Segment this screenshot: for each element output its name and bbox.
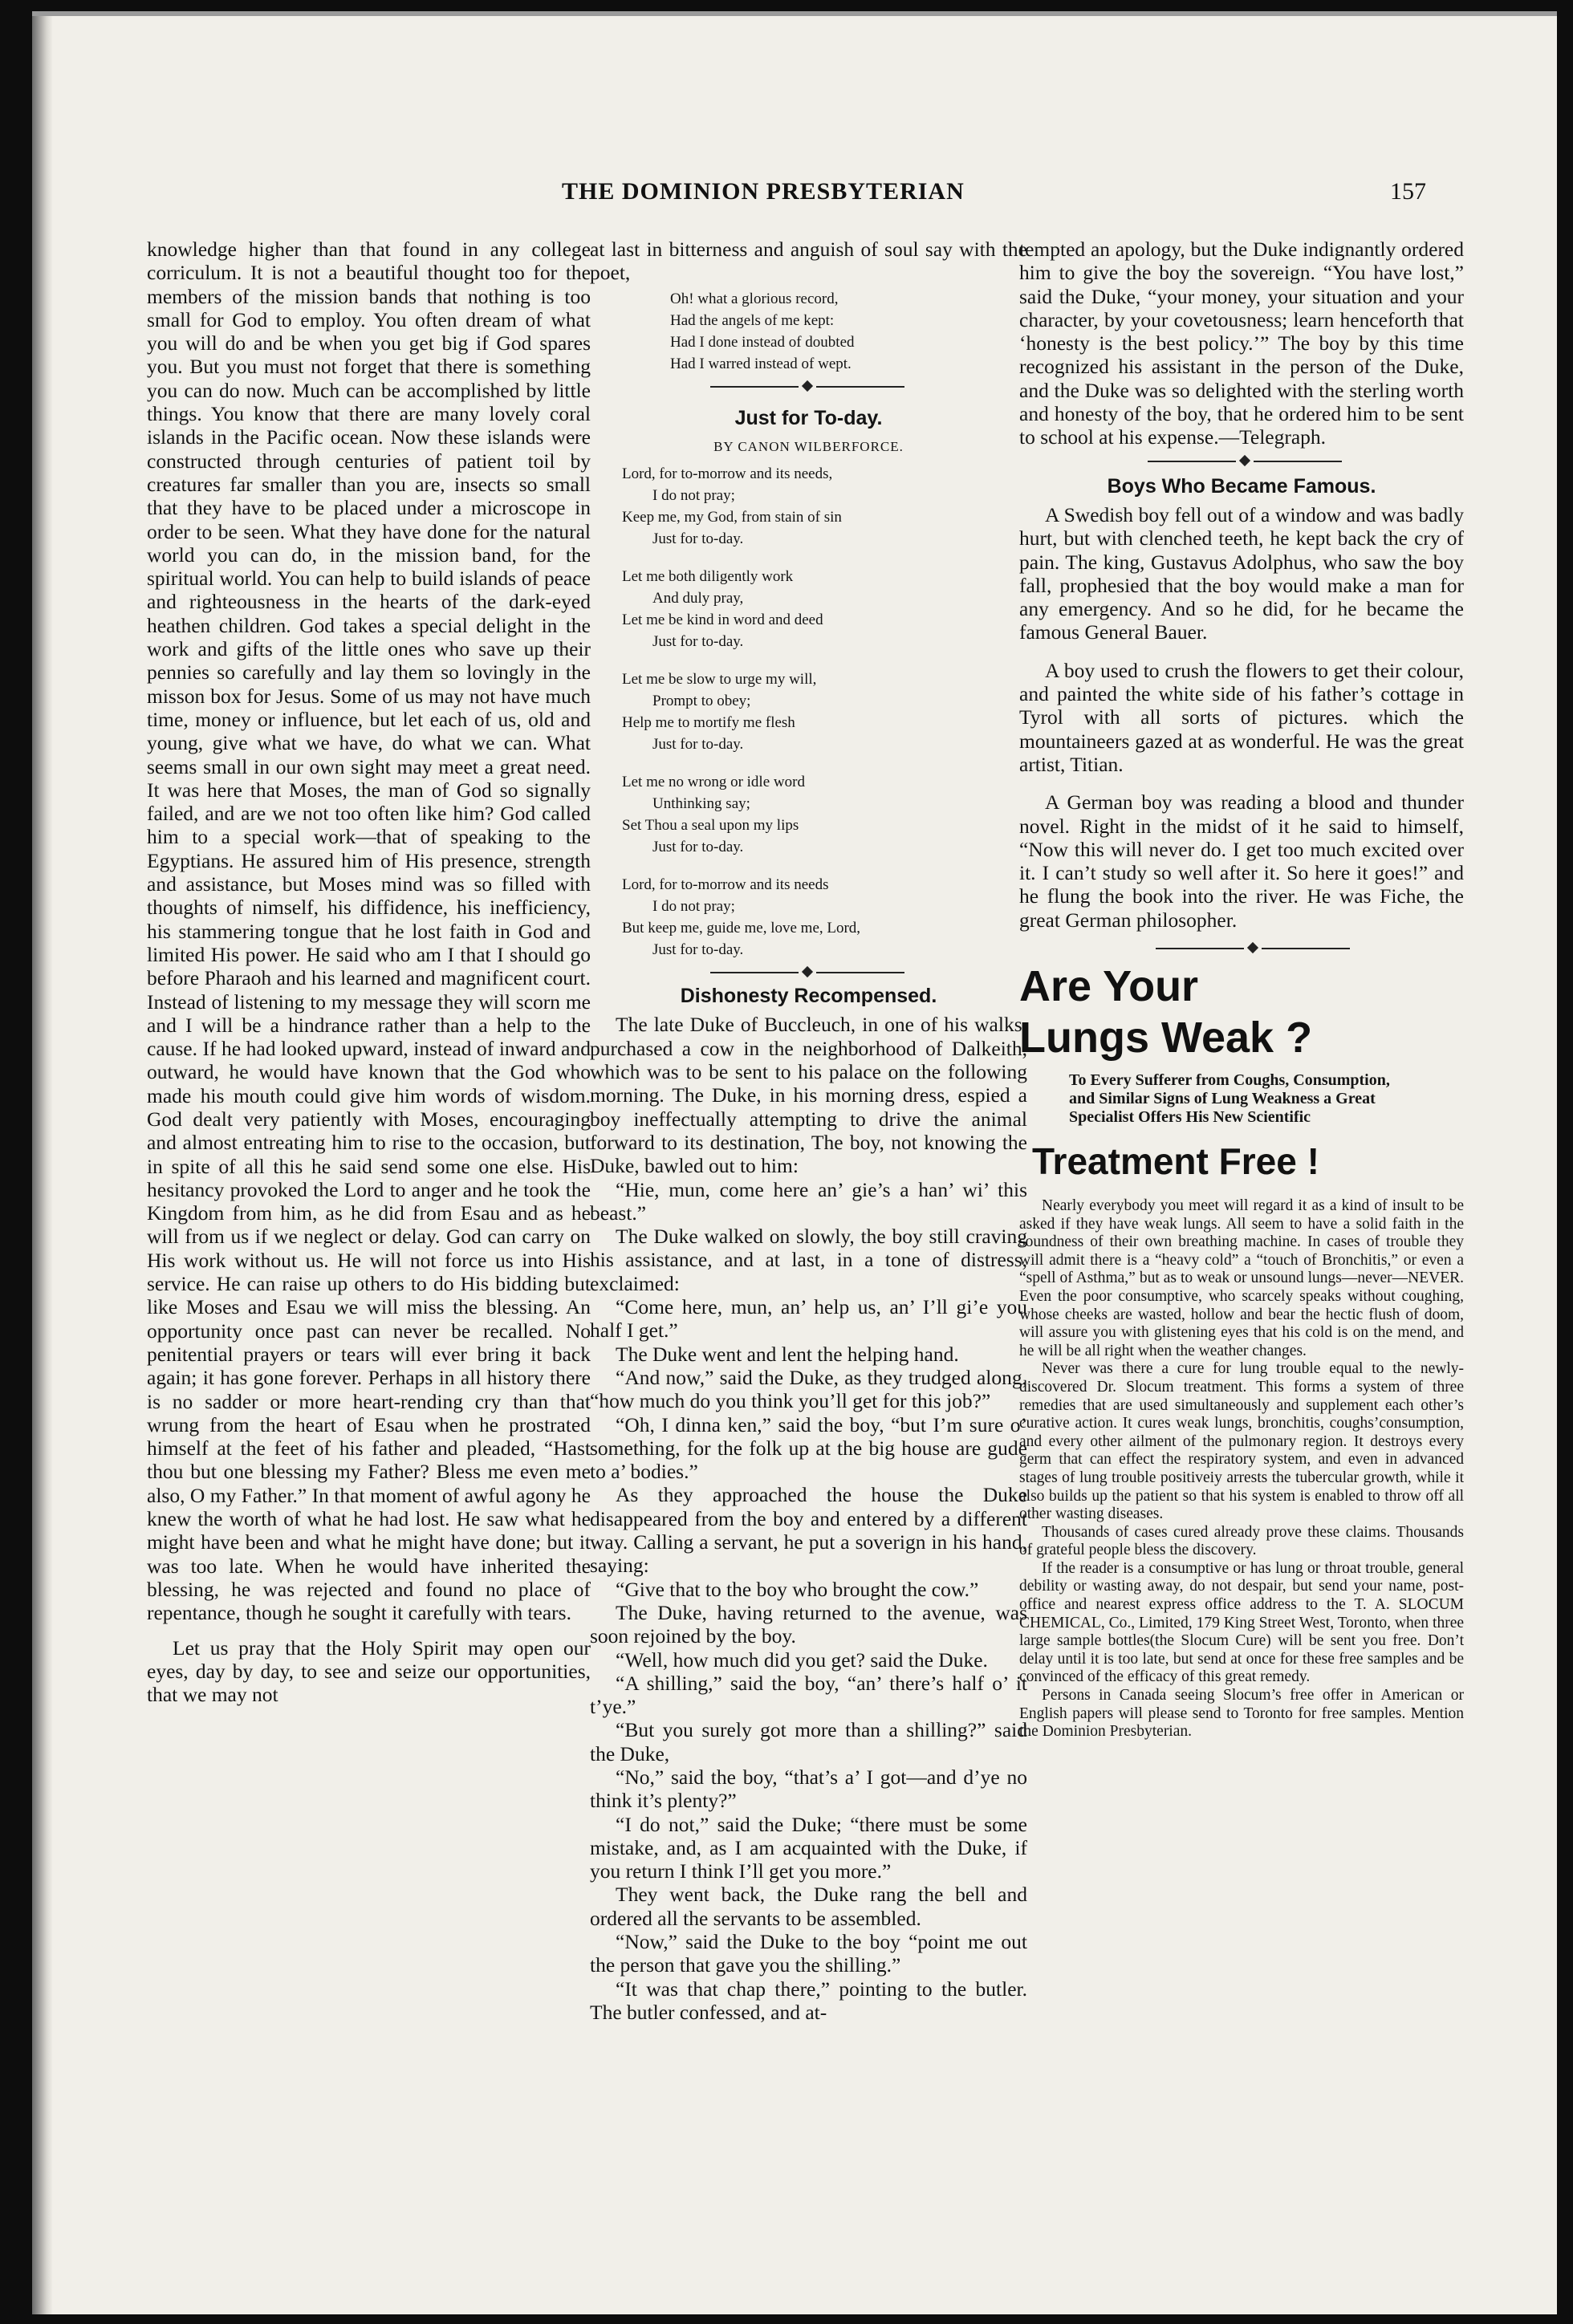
story-paragraph: “It was that chap there,” pointing to the butler. The butler confessed, and at- bbox=[590, 1977, 1027, 2024]
mission-paragraph: knowledge higher than that found in any college corriculum. It is not a beautiful thought too for the members of the mission bands that nothing is too small for God to employ. You often dream of what you will do and be when you get big if God spares you. But you must not forget that there is something you can do now. Much can be accomplished by little things. You know that there are many lovely coral islands in the Pacific ocean. Now these islands were constructed through centuries of patient toil by creatures far smaller than you are, insects so small that they have to be placed under a microscope in order to be seen. What they have done for the natural world you can do, in the mission band, for the spiritual world. You can help to build islands of peace and righteousness in the hearts of the dark-eyed heathen children. God takes a special delight in the work and gifts of the little ones who save up their pennies so carefully and lay them so lovingly in the misson box for Jesus. Some of us may not have much time, money or influence, but let each of us, old and young, give what we have, do what we can. What seems small in our own sight may meet a great need. It was here that Moses, the man of God so signally failed, and are we not too often like him? God called him to a special work—that of speaking to the Egyptians. He assured him of His presence, strength and assistance, but Moses mind was so filled with thoughts of nimself, his diffidence, his inefficiency, his stammering tongue that he lost faith in God and limited His power. He said who am I that I should go before Pharaoh and his learned and magnificent court. Instead of listening to my message they will scorn me and I will be a hindrance rather than a help to the cause. If he had looked upward, instead of inward and outward, he would have known that the God who made his mouth could give him words of wisdom. God dealt very patiently with Moses, encouraging and almost entreating him to rise to the occasion, but in spite of all this he said send some one else. His hesitancy provoked the Lord to anger and he took the Kingdom from him, as he did from Esau and as he will from us if we neglect or delay. God can carry on His work without us. He will not force us into His service. He can raise up others to do His bidding but like Moses and Esau we will miss the blessing. An opportunity once past can never be recalled. No penitential prayers or tears will ever bring it back again; it has gone forever. Perhaps in all history there is no sadder or more heart-rending cry than that wrung from the heart of Esau when he prostrated himself at the feet of his father and pleaded, “Hast thou but one blessing my Father? Bless me even me also, O my Father.” In that moment of awful agony he knew the worth of what he had lost. He saw what he might have been and what he might have done; but it was too late. When he would have inherited the blessing, he was rejected and found no place of repentance, though he sought it carefully with tears. bbox=[147, 238, 591, 1625]
poem-line: Help me to mortify me flesh bbox=[622, 714, 795, 732]
story-paragraph: “Now,” said the Duke to the boy “point me out the person that gave you the shilling.” bbox=[590, 1930, 1027, 1977]
column-1 bbox=[147, 238, 591, 1706]
poem-verse bbox=[622, 771, 1027, 858]
poem-line: Had I done instead of doubted bbox=[670, 333, 855, 351]
poem-line: Just for to-day. bbox=[652, 530, 744, 548]
poem-verse bbox=[622, 874, 1027, 961]
poem-verse bbox=[622, 463, 1027, 550]
ad-paragraph: If the reader is a consumptive or has lung or throat trouble, general debility or wasting away, do not despair, but send your name, post-office and nearest express office address to the T. A. SLOCUM CHEMICAL, Co., Limited, 179 King Street West, Toronto, when three large sample bottles(the Slocum Cure) will be sent you free. Don’t delay until it is too late, but send at once for these free samples and be convinced of the efficacy of this great remedy. bbox=[1019, 1559, 1464, 1686]
story-paragraph: “A shilling,” said the boy, “an’ there’s half o’ it t’ye.” bbox=[590, 1671, 1027, 1719]
poem-line: I do not pray; bbox=[652, 898, 735, 916]
section-divider bbox=[590, 967, 1027, 978]
ad-paragraph: Persons in Canada seeing Slocum’s free offer in American or English papers will please send to Toronto for free samples. Mention the Dominion Presbyterian. bbox=[1019, 1687, 1464, 1741]
boys-title: Boys Who Became Famous. bbox=[1107, 474, 1376, 498]
poem-line: Let me no wrong or idle word bbox=[622, 774, 805, 791]
ad-subhead: To Every Sufferer from Coughs, Consumption, and Similar Signs of Lung Weakness a Great Specialist Offers His New Scientific bbox=[1069, 1071, 1390, 1127]
poem-line: Had I warred instead of wept. bbox=[670, 355, 852, 372]
poem-line: Just for to-day. bbox=[652, 633, 744, 651]
story-paragraph: “Hie, mun, come here an’ gie’s a han’ wi’ this beast.” bbox=[590, 1177, 1027, 1225]
poem-line: Unthinking say; bbox=[652, 795, 750, 813]
poem-verse bbox=[622, 566, 1027, 652]
poem-line: Prompt to obey; bbox=[652, 693, 751, 710]
story-paragraph: “Come here, mun, an’ help us, an’ I’ll gi’e you half I get.” bbox=[590, 1295, 1027, 1343]
story-paragraph: The Duke, having returned to the avenue, was soon rejoined by the boy. bbox=[590, 1600, 1027, 1648]
story-paragraph: “I do not,” said the Duke; “there must be some mistake, and, as I am acquainted with the Duke, if you return I think I’ll get you more.” bbox=[590, 1812, 1027, 1883]
poem-just-for-today bbox=[622, 463, 1027, 961]
story-paragraph: As they approached the house the Duke disappeared from the boy and entered by a different way. Calling a servant, he put a soverign in his hand, saying: bbox=[590, 1483, 1027, 1578]
newspaper-title: THE DOMINION PRESBYTERIAN bbox=[562, 178, 965, 205]
ad-headline-1: Are Your bbox=[1019, 962, 1199, 1011]
poem-line: Let me both diligently work bbox=[622, 568, 794, 586]
poem-line: Lord, for to-morrow and its needs bbox=[622, 876, 829, 894]
story-paragraph: The Duke went and lent the helping hand. bbox=[616, 1342, 959, 1366]
poem-line: Just for to-day. bbox=[652, 736, 744, 754]
poem-title: Just for To-day. bbox=[734, 406, 883, 429]
poem-line: Oh! what a glorious record, bbox=[670, 290, 839, 307]
boys-paragraph: A German boy was reading a blood and thunder novel. Right in the midst of it he said to himself, “Now this will never do. I get too much excited over it. I can’t study so well after it. So here it goes!” and he flung the book into the river. He was Fiche, the great German philosopher. bbox=[1019, 790, 1464, 932]
ad-paragraph: Thousands of cases cured already prove these claims. Thousands of grateful people bless the discovery. bbox=[1019, 1523, 1464, 1559]
poem-verse bbox=[622, 668, 1027, 755]
story-paragraph: “Give that to the boy who brought the cow.” bbox=[616, 1577, 979, 1601]
poem-line: Set Thou a seal upon my lips bbox=[622, 817, 799, 835]
poem-line: And duly pray, bbox=[652, 590, 744, 607]
story-continuation: tempted an apology, but the Duke indignantly ordered him to give the boy the sovereign. “You have lost,” said the Duke, “your money, your situation and your character, by your covetousness; learn henceforth that ‘honesty is the best policy.’” The boy by this time recognized his assistant in the person of the Duke, and the Duke was so delighted with the sterling worth and honesty of the boy, that he ordered him to be sent to school at his expense.—Telegraph. bbox=[1019, 238, 1464, 449]
story-paragraph: “Oh, I dinna ken,” said the boy, “but I’m sure o’ something, for the folk up at the big house are gude to a’ bodies.” bbox=[590, 1412, 1027, 1484]
poem-line: Let me be slow to urge my will, bbox=[622, 671, 817, 689]
story-paragraph: The Duke walked on slowly, the boy still craving his assistance, and at last, in a tone of distress, exclaimed: bbox=[590, 1225, 1027, 1295]
ad-paragraph: Nearly everybody you meet will regard it as a kind of insult to be asked if they have weak lungs. All seem to have a solid faith in the soundness of their own breathing machine. In cases of trouble they will admit there is a “heavy cold” a “touch of Bronchitis,” or even a “spell of Asthma,” but as to weak or unsound lungs—never—NEVER. Even the poor consumptive, who scarcely speaks without coughing, whose cheeks are wasted, hollow and bear the hectic flush of doom, will assure you with glistening eyes that his cold is on the mend, and he will be all right when the weather changes. bbox=[1019, 1197, 1464, 1359]
page-number: 157 bbox=[1390, 178, 1426, 205]
poem-line: Let me be kind in word and deed bbox=[622, 611, 823, 629]
story-paragraph: The late Duke of Buccleuch, in one of his walks, purchased a cow in the neighborhood of Dalkeith, which was to be sent to his palace on the following morning. The Duke, in his morning dress, espied a boy ineffectually attempting to drive the animal forward to its destination, The boy, not knowing the Duke, bawled out to him: bbox=[590, 1013, 1027, 1178]
poem-line: Keep me, my God, from stain of sin bbox=[622, 509, 842, 526]
poet-quote bbox=[670, 288, 1027, 375]
page-edge-shadow bbox=[32, 11, 53, 2314]
ad-headline-2: Lungs Weak ? bbox=[1019, 1014, 1313, 1062]
ad-headline-3: Treatment Free ! bbox=[1032, 1140, 1319, 1183]
section-divider bbox=[590, 381, 1027, 392]
column-2 bbox=[590, 238, 1027, 2024]
boys-paragraph: A boy used to crush the flowers to get their colour, and painted the white side of his father’s cottage in Tyrol with all sorts of pictures. which the mountaineers gazed at as wonderful. He was the great artist, Titian. bbox=[1019, 658, 1464, 776]
prayer-paragraph: Let us pray that the Holy Spirit may open our eyes, day by day, to see and seize our opportunities, that we may not bbox=[147, 1635, 591, 1707]
page-top-edge bbox=[32, 11, 1557, 16]
ad-body bbox=[1019, 1197, 1464, 1741]
poem-line: Lord, for to-morrow and its needs, bbox=[622, 465, 833, 483]
story-paragraph: “No,” said the boy, “that’s a’ I got—and d’ye no think it’s plenty?” bbox=[590, 1765, 1027, 1813]
newspaper-page bbox=[32, 11, 1557, 2314]
poem-line: But keep me, guide me, love me, Lord, bbox=[622, 920, 861, 937]
poem-line: Just for to-day. bbox=[652, 941, 744, 959]
poem-line: I do not pray; bbox=[652, 487, 735, 505]
page-header bbox=[32, 178, 1557, 210]
poem-line: Had the angels of me kept: bbox=[670, 311, 835, 329]
story-paragraph: “Well, how much did you get? said the Duke. bbox=[616, 1648, 988, 1672]
ad-paragraph: Never was there a cure for lung trouble equal to the newly-discovered Dr. Slocum treatment. This forms a system of three remedies that are used simultaneously and supplement each other’s curative action. It cures weak lungs, bronchitis, coughs’consumption, and every other ailment of the pulmonary region. It destroys every germ that can effect the respiratory system, and even in advanced stages of lung trouble positiveiy arrests the tubercular growth, while it also builds up the patient so that his system is enabled to throw off all other wasting diseases. bbox=[1019, 1360, 1464, 1523]
poet-intro: at last in bitterness and anguish of soul say with the poet, bbox=[590, 238, 1027, 285]
lung-treatment-ad bbox=[1019, 961, 1464, 1741]
story-title: Dishonesty Recompensed. bbox=[680, 985, 937, 1008]
story-paragraph: “But you surely got more than a shilling?” said the Duke, bbox=[590, 1718, 1027, 1765]
section-divider bbox=[1019, 943, 1464, 954]
story-paragraph: They went back, the Duke rang the bell and ordered all the servants to be assembled. bbox=[590, 1883, 1027, 1930]
boys-paragraph: A Swedish boy fell out of a window and was badly hurt, but with clenched teeth, he kept back the cry of pain. The king, Gustavus Adolphus, who saw the boy fall, prophesied that the boy would make a man for any emergency. And so he did, for he became the famous General Bauer. bbox=[1019, 502, 1464, 644]
section-divider bbox=[1019, 456, 1464, 467]
poem-line: Just for to-day. bbox=[652, 839, 744, 856]
story-paragraph: “And now,” said the Duke, as they trudged along, “how much do you think you’ll get for this job?” bbox=[590, 1365, 1027, 1413]
column-3 bbox=[1019, 238, 1464, 1741]
poem-byline: BY CANON WILBERFORCE. bbox=[713, 438, 904, 454]
